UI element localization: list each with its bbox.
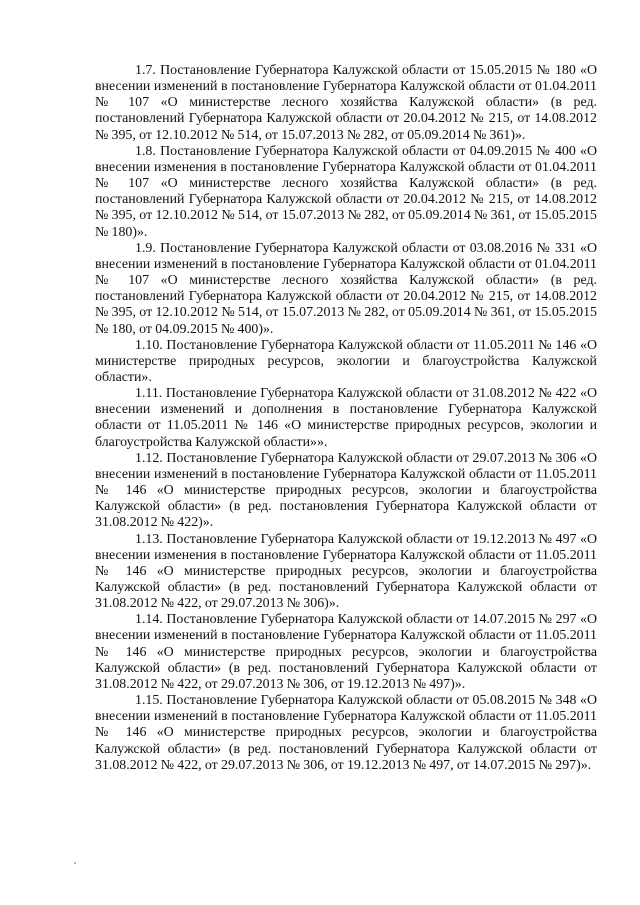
paragraph-1-15: 1.15. Постановление Губернатора Калужской области от 05.08.2015 № 348 «О внесении изменений в постановление Губернатора Калужской области от 11.05.2011 № 146 «О министерстве природных ресурсов, экологии и благоустройства Калужской области» (в ред. постановлений Губернатора Калужской области от 31.08.2012 № 422, от 29.07.2013 № 306, от 19.12.2013 № 497, от 14.07.2015 № 297)». (95, 693, 597, 773)
paragraph-1-9: 1.9. Постановление Губернатора Калужской области от 03.08.2016 № 331 «О внесении изменений в постановление Губернатора Калужской области от 01.04.2011 № 107 «О министерстве лесного хозяйства Калужской области» (в ред. постановлений Губернатора Калужской области от 20.04.2012 № 215, от 14.08.2012 № 395, от 12.10.2012 № 514, от 15.07.2013 № 282, от 05.09.2014 № 361, от 15.05.2015 № 180, от 04.09.2015 № 400)». (95, 240, 597, 337)
paragraph-1-10: 1.10. Постановление Губернатора Калужской области от 11.05.2011 № 146 «О министерстве природных ресурсов, экологии и благоустройства Калужской области». (95, 337, 597, 385)
scan-speck (74, 862, 76, 864)
paragraph-1-14: 1.14. Постановление Губернатора Калужской области от 14.07.2015 № 297 «О внесении изменений в постановление Губернатора Калужской области от 11.05.2011 № 146 «О министерстве природных ресурсов, экологии и благоустройства Калужской области» (в ред. постановлений Губернатора Калужской области от 31.08.2012 № 422, от 29.07.2013 № 306, от 19.12.2013 № 497)». (95, 612, 597, 692)
paragraph-1-7: 1.7. Постановление Губернатора Калужской области от 15.05.2015 № 180 «О внесении изменений в постановление Губернатора Калужской области от 01.04.2011 № 107 «О министерстве лесного хозяйства Калужской области» (в ред. постановлений Губернатора Калужской области от 20.04.2012 № 215, от 14.08.2012 № 395, от 12.10.2012 № 514, от 15.07.2013 № 282, от 05.09.2014 № 361)». (95, 63, 597, 143)
document-page (95, 63, 597, 774)
paragraph-1-11: 1.11. Постановление Губернатора Калужской области от 31.08.2012 № 422 «О внесении изменений и дополнения в постановление Губернатора Калужской области от 11.05.2011 № 146 «О министерстве природных ресурсов, экологии и благоустройства Калужской области»». (95, 386, 597, 450)
paragraph-1-8: 1.8. Постановление Губернатора Калужской области от 04.09.2015 № 400 «О внесении изменения в постановление Губернатора Калужской области от 01.04.2011 № 107 «О министерстве лесного хозяйства Калужской области» (в ред. постановлений Губернатора Калужской области от 20.04.2012 № 215, от 14.08.2012 № 395, от 12.10.2012 № 514, от 15.07.2013 № 282, от 05.09.2014 № 361, от 15.05.2015 № 180)». (95, 143, 597, 240)
paragraph-1-13: 1.13. Постановление Губернатора Калужской области от 19.12.2013 № 497 «О внесении изменения в постановление Губернатора Калужской области от 11.05.2011 № 146 «О министерстве природных ресурсов, экологии и благоустройства Калужской области» (в ред. постановлений Губернатора Калужской области от 31.08.2012 № 422, от 29.07.2013 № 306)». (95, 531, 597, 612)
paragraph-1-12: 1.12. Постановление Губернатора Калужской области от 29.07.2013 № 306 «О внесении изменений в постановление Губернатора Калужской области от 11.05.2011 № 146 «О министерстве природных ресурсов, экологии и благоустройства Калужской области» (в ред. постановления Губернатора Калужской области от 31.08.2012 № 422)». (95, 450, 597, 531)
